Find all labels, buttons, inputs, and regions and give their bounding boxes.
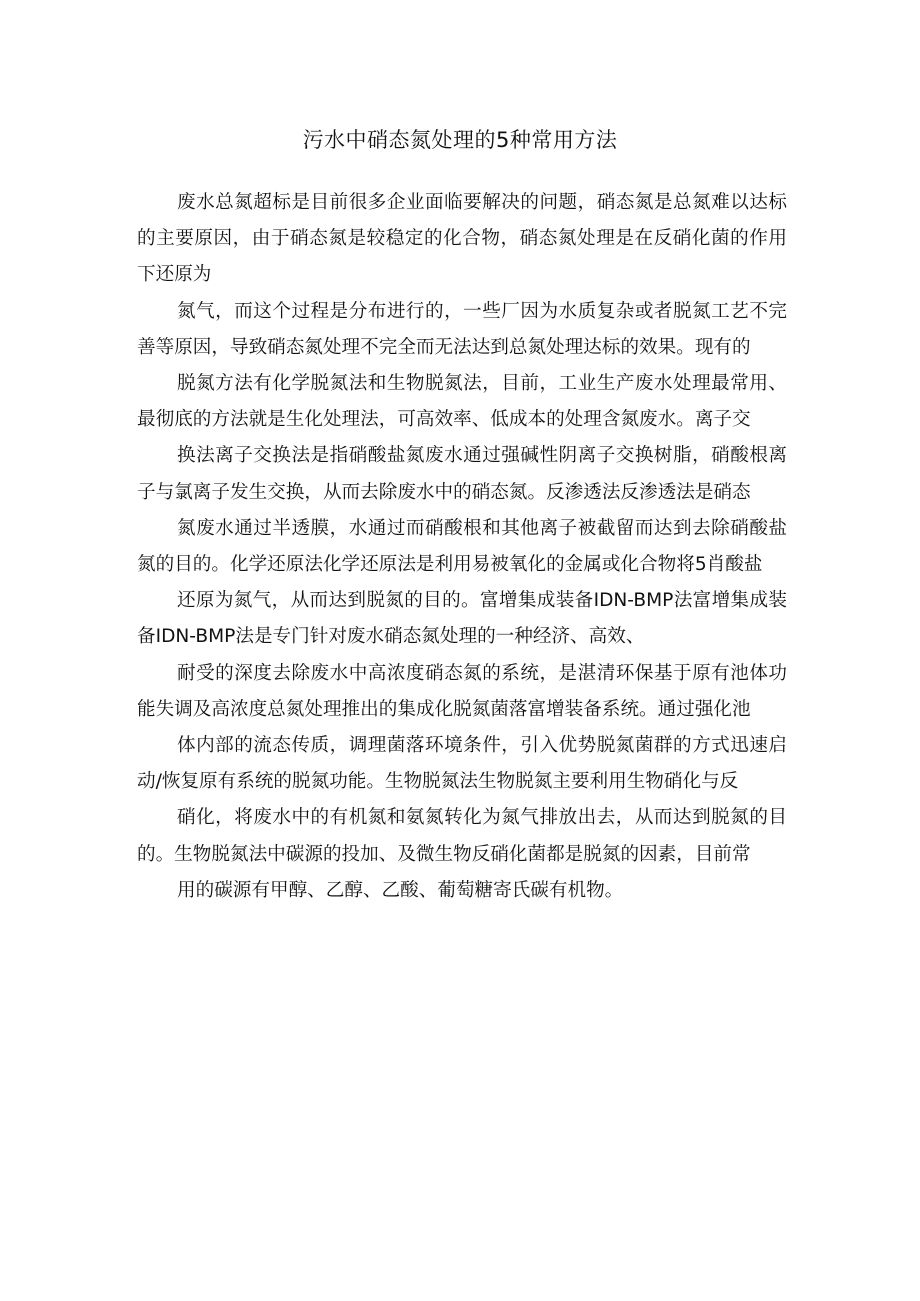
paragraph: 换法离子交换法是指硝酸盐氮废水通过强碱性阴离子交换树脂，硝酸根离子与氯离子发生交换，从而去除废水中的硝态氮。反渗透法反渗透法是硝态 xyxy=(137,445,787,503)
paragraph: 氮废水通过半透膜，水通过而硝酸根和其他离子被截留而达到去除硝酸盐氮的目的。化学还原法化学还原法是利用易被氧化的金属或化合物将5肖酸盐 xyxy=(137,517,787,576)
document-body xyxy=(137,185,787,909)
paragraph: 还原为氮气，从而达到脱氮的目的。富增集成装备IDN-BMP法富增集成装备IDN-BMP法是专门针对废水硝态氮处理的一种经济、高效、 xyxy=(137,590,787,648)
paragraph: 耐受的深度去除废水中高浓度硝态氮的系统，是湛清环保基于原有池体功能失调及高浓度总氮处理推出的集成化脱氮菌落富增装备系统。通过强化池 xyxy=(137,662,787,720)
document-title: 污水中硝态氮处理的5种常用方法 xyxy=(302,128,618,152)
paragraph: 硝化，将废水中的有机氮和氨氮转化为氮气排放出去，从而达到脱氮的目的。生物脱氮法中碳源的投加、及微生物反硝化菌都是脱氮的因素，目前常 xyxy=(137,807,787,865)
paragraph: 体内部的流态传质，调理菌落环境条件，引入优势脱氮菌群的方式迅速启动/恢复原有系统的脱氮功能。生物脱氮法生物脱氮主要利用生物硝化与反 xyxy=(137,735,787,793)
paragraph: 废水总氮超标是目前很多企业面临要解决的问题，硝态氮是总氮难以达标的主要原因，由于硝态氮是较稳定的化合物，硝态氮处理是在反硝化菌的作用下还原为 xyxy=(137,192,787,286)
paragraph: 脱氮方法有化学脱氮法和生物脱氮法，目前，工业生产废水处理最常用、最彻底的方法就是生化处理法，可高效率、低成本的处理含氮废水。离子交 xyxy=(137,373,787,431)
paragraph: 用的碳源有甲醇、乙醇、乙酸、葡萄糖寄氏碳有机物。 xyxy=(177,879,624,901)
paragraph: 氮气，而这个过程是分布进行的，一些厂因为水质复杂或者脱氮工艺不完善等原因，导致硝态氮处理不完全而无法达到总氮处理达标的效果。现有的 xyxy=(137,300,787,358)
